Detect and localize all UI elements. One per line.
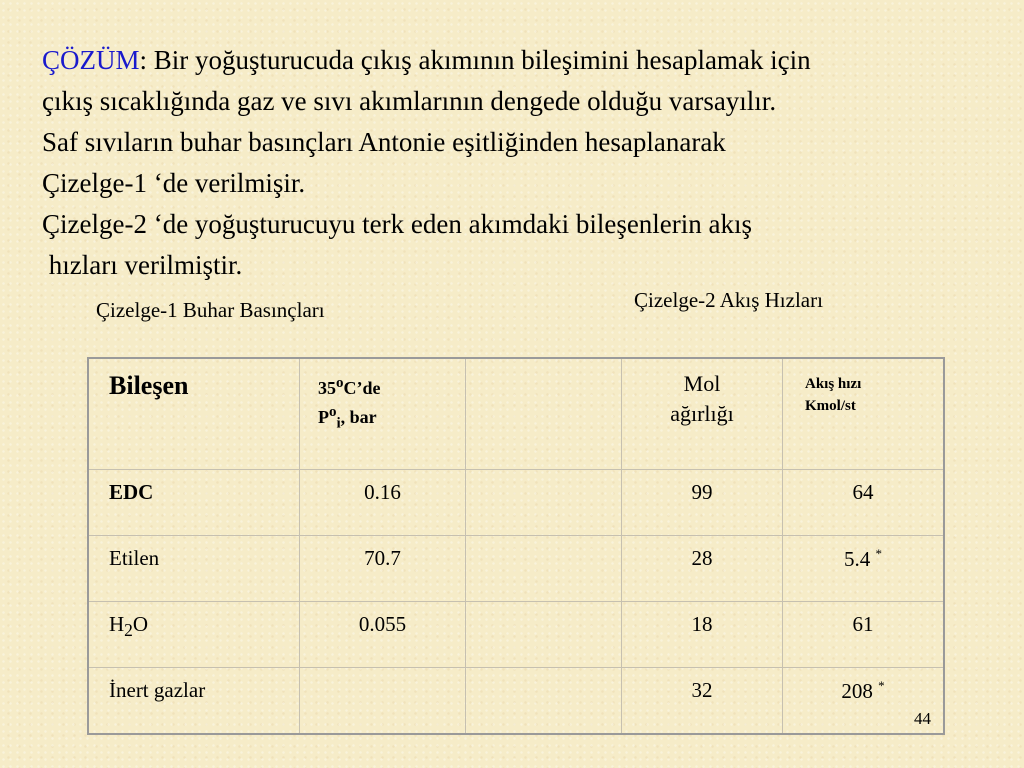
page-number: 44 [914, 709, 931, 728]
flow-rate-value: 5.4 [844, 547, 871, 571]
solution-keyword: ÇÖZÜM [42, 45, 140, 75]
flow-rate-cell [783, 668, 943, 704]
cell-vp [300, 536, 466, 602]
flow-rate-header [783, 359, 943, 417]
cell-flow [783, 470, 945, 536]
cell-mw [622, 470, 783, 536]
footnote-mark: * [878, 678, 885, 693]
molecular-weight-value: 32 [691, 678, 713, 702]
cell-name [88, 536, 300, 602]
mw-line-1: Mol [683, 371, 721, 396]
vp-temp: 35 [318, 378, 336, 398]
footnote-mark: * [875, 546, 882, 561]
cell-empty [466, 668, 622, 735]
cell-empty [466, 470, 622, 536]
intro-line-3: Saf sıvıların buhar basınçları Antonie eşitliğinden hesaplanarak [42, 127, 726, 157]
header-cell-component [88, 358, 300, 470]
molecular-weight-value: 99 [691, 480, 713, 504]
intro-line-1 [42, 40, 1022, 81]
cell-name [88, 602, 300, 668]
flow-line-1: Akış hızı [805, 376, 862, 392]
cell-name [88, 470, 300, 536]
intro-line-6: hızları verilmiştir. [42, 250, 243, 280]
cell-empty [466, 602, 622, 668]
cell-vp [300, 470, 466, 536]
flow-rate-value: 61 [852, 612, 874, 636]
table-row-water [88, 602, 944, 668]
formula-subscript: 2 [124, 620, 133, 641]
molecular-weight-value: 18 [691, 612, 713, 636]
mw-line-2: ağırlığı [670, 401, 734, 426]
vp-unit-bar: , bar [340, 407, 377, 427]
component-name: İnert gazlar [109, 678, 206, 702]
cell-empty [466, 536, 622, 602]
molecular-weight-value: 28 [691, 546, 713, 570]
table2-caption: Çizelge-2 Akış Hızları [634, 288, 823, 312]
intro-line-4: Çizelge-1 ‘de verilmişir. [42, 168, 306, 198]
vp-symbol-sub: i [336, 415, 341, 432]
vp-symbol: P [318, 407, 329, 427]
header-cell-flow-rate [783, 358, 945, 470]
component-name: Etilen [109, 546, 160, 570]
cell-vp [300, 668, 466, 735]
header-cell-vapor-pressure [300, 358, 466, 470]
vapor-pressure-value: 0.055 [358, 612, 407, 636]
component-header: Bileşen [109, 371, 189, 400]
flow-line-2: Kmol/st [805, 398, 856, 414]
molecular-weight-header [622, 359, 782, 429]
intro-line-1-text: : Bir yoğuşturucuda çıkış akımının bileşimini hesaplamak için [139, 45, 811, 75]
vapor-pressure-value [300, 668, 465, 678]
flow-rate-cell [783, 536, 943, 572]
flow-rate-value: 208 [841, 679, 873, 703]
flow-rate-value: 64 [852, 480, 874, 504]
cell-flow [783, 602, 945, 668]
component-name: EDC [109, 480, 154, 504]
formula-o: O [132, 612, 149, 636]
cell-vp [300, 602, 466, 668]
header-cell-empty [466, 358, 622, 470]
table-row-etilen [88, 536, 944, 602]
header-cell-molecular-weight [622, 358, 783, 470]
table-row-inert [88, 668, 944, 735]
cell-name [88, 668, 300, 735]
formula-h: H [109, 612, 125, 636]
data-table [87, 357, 945, 735]
vapor-pressure-value: 70.7 [364, 546, 401, 570]
intro-line-5: Çizelge-2 ‘de yoğuşturucuyu terk eden akımdaki bileşenlerin akış [42, 209, 753, 239]
intro-line-2: çıkış sıcaklığında gaz ve sıvı akımlarının dengede olduğu varsayılır. [42, 86, 777, 116]
vp-unit-c: C’de [343, 378, 381, 398]
table-row-edc [88, 470, 944, 536]
table-header-row [88, 358, 944, 470]
cell-mw [622, 536, 783, 602]
solution-paragraph [42, 40, 1022, 286]
vapor-pressure-value: 0.16 [364, 480, 401, 504]
vp-degree: o [336, 375, 344, 391]
cell-mw [622, 602, 783, 668]
cell-flow [783, 536, 945, 602]
component-name [89, 602, 299, 641]
cell-mw [622, 668, 783, 735]
vapor-pressure-header [300, 359, 465, 436]
table1-caption: Çizelge-1 Buhar Basınçları [96, 298, 325, 322]
vp-symbol-sup: o [329, 404, 337, 420]
